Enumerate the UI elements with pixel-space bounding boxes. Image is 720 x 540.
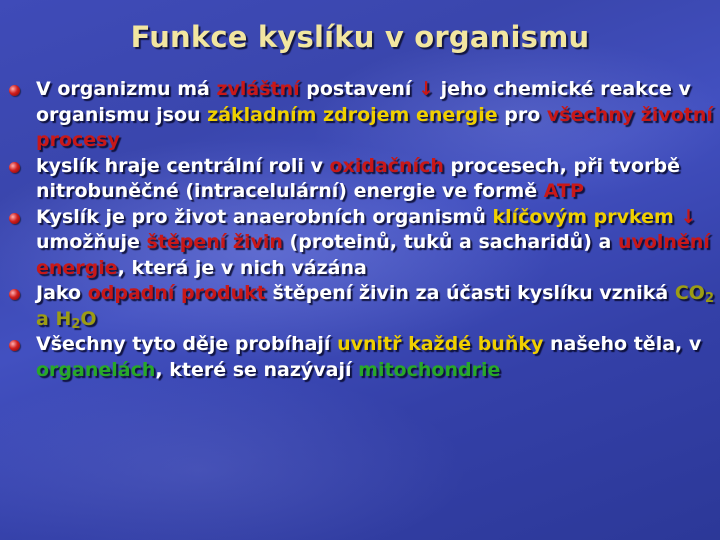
text: (proteinů, tuků a sacharidů) a <box>282 231 618 253</box>
h-subscript: 2 <box>71 316 81 332</box>
bullet-item-4 <box>36 281 716 332</box>
text: pro <box>497 103 547 126</box>
text: Jako <box>36 282 88 304</box>
h-text: H <box>55 307 72 330</box>
bullet-item-5 <box>36 332 716 383</box>
bullet-icon <box>9 289 20 300</box>
highlight-organelach: organelách <box>36 358 156 381</box>
bullet-icon <box>9 340 20 351</box>
arrow-down-icon: ↓ <box>418 78 434 100</box>
highlight-mitochondrie: mitochondrie <box>358 358 501 381</box>
bullet-list <box>36 77 716 383</box>
bullet-item-2 <box>36 154 716 205</box>
highlight-stepeni-zivin: štěpení živin <box>146 231 283 253</box>
text: našeho těla, v <box>543 333 702 355</box>
text: postavení <box>299 78 419 100</box>
highlight-zivotni-procesy: všechny životní procesy <box>36 103 713 151</box>
text: , která je v nich vázána <box>117 256 367 279</box>
text: umožňuje <box>36 231 147 253</box>
text: procesech, při tvorbě nitrobuněčné (intracelulární) energie ve formě <box>36 154 680 202</box>
arrow-down-icon: ↓ <box>680 205 697 228</box>
highlight-klicovym-prvkem: klíčovým prvkem <box>492 205 674 228</box>
highlight-uvolneni-energie: uvolnění energie <box>36 231 710 279</box>
highlight-odpadni-produkt: odpadní produkt <box>87 282 266 304</box>
slide-title: Funkce kyslíku v organismu <box>130 20 590 54</box>
bullet-item-1 <box>36 77 716 154</box>
co-text: CO <box>674 282 705 304</box>
text: štěpení živin za účasti kyslíku vzniká <box>265 282 675 304</box>
text: jeho chemické reakce v organismu jsou <box>36 78 691 126</box>
co-subscript: 2 <box>704 291 715 306</box>
text: kyslík hraje centrální roli v <box>36 154 330 177</box>
text: , které se nazývají <box>155 358 359 381</box>
highlight-zdroj-energie: základním zdrojem energie <box>207 103 498 126</box>
and-text: a <box>36 307 56 330</box>
text: V organizmu má <box>36 78 217 100</box>
o-text: O <box>80 307 97 330</box>
text: Kyslík je pro život anaerobních organismů <box>36 205 493 228</box>
highlight-zvlastni: zvláštní <box>216 78 300 100</box>
bullet-icon <box>9 213 20 224</box>
text: Všechny tyto děje probíhají <box>36 333 338 355</box>
bullet-item-3 <box>36 205 716 282</box>
highlight-atp: ATP <box>543 180 584 202</box>
highlight-oxidacnich: oxidačních <box>329 154 444 177</box>
highlight-uvnitr-bunky: uvnitř každé buňky <box>337 333 544 355</box>
bullet-icon <box>9 85 20 96</box>
bullet-icon <box>9 162 20 173</box>
